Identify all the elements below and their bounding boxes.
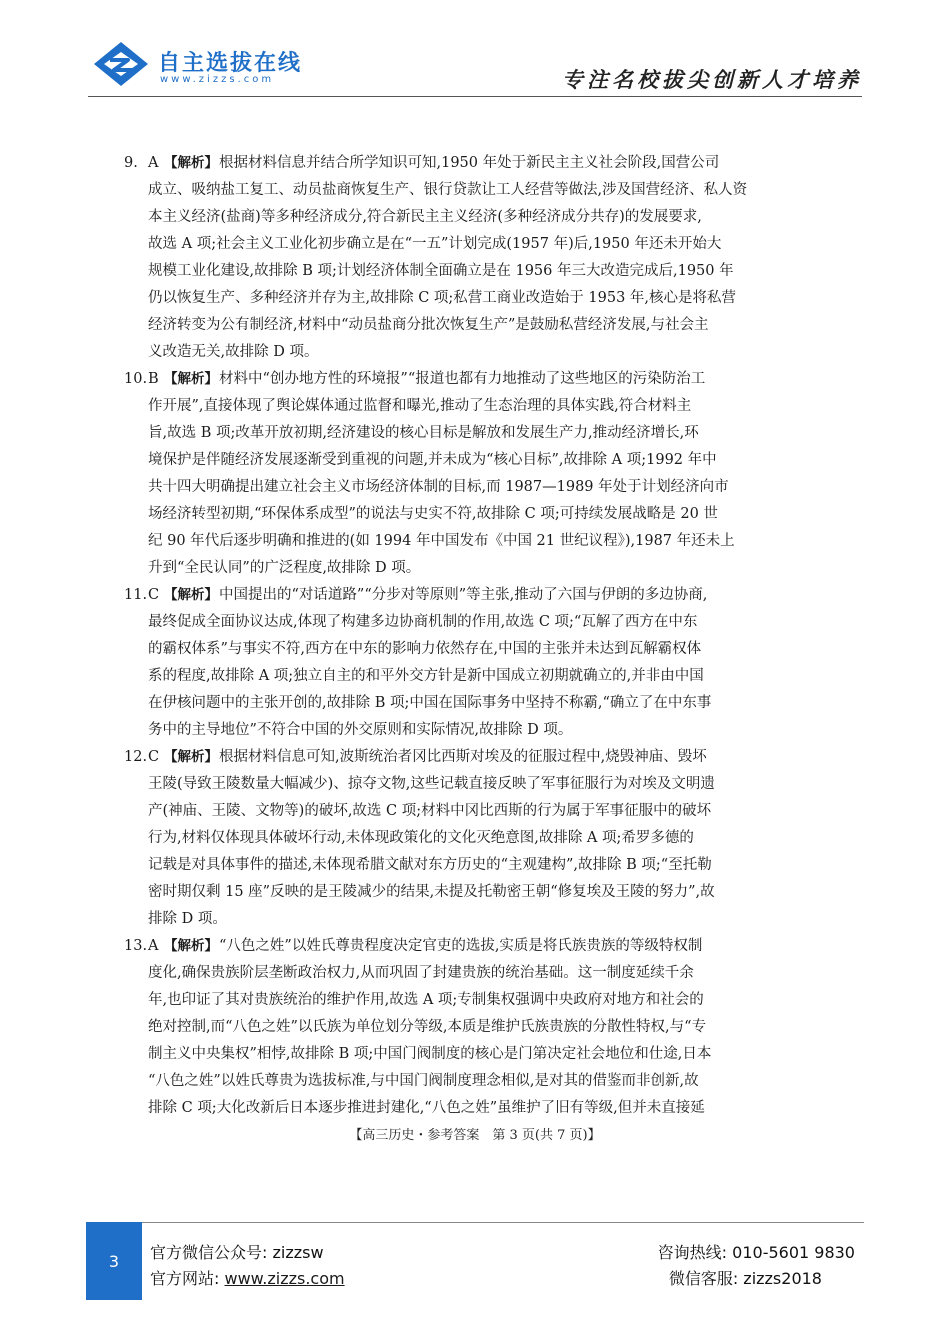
answer-line [124, 177, 779, 204]
answer-text: 境保护是伴随经济发展逐渐受到重视的问题,并未成为“核心目标”,故排除 A 项;1992 年中 [148, 452, 717, 468]
answer-text: 旨,故选 B 项;改革开放初期,经济建设的核心目标是解放和发展生产力,推动经济增长,环 [148, 425, 699, 441]
question-number: 11. [124, 587, 148, 603]
answer-text: 场经济转型初期,“环保体系成型”的说法与史实不符,故排除 C 项;可持续发展战略是 20 世 [148, 506, 718, 522]
answer-text: 义改造无关,故排除 D 项。 [148, 344, 319, 360]
answer-text: 制主义中央集权”相悖,故排除 B 项;中国门阀制度的核心是门第决定社会地位和仕途,日本 [148, 1046, 712, 1062]
page-number: 3 [86, 1222, 142, 1300]
answer-content [124, 150, 779, 1122]
answer-text: 共十四大明确提出建立社会主义市场经济体制的目标,而 1987—1989 年处于计划经济向市 [148, 479, 729, 495]
answer-item [124, 366, 779, 582]
answer-line [124, 555, 779, 582]
answer-text: 经济转变为公有制经济,材料中“动员盐商分批次恢复生产”是鼓励私营经济发展,与社会主 [148, 317, 709, 333]
answer-text: 年,也印证了其对贵族统治的维护作用,故选 A 项;专制集权强调中央政府对地方和社会的 [148, 992, 704, 1008]
answer-text: 在伊核问题中的主张开创的,故排除 B 项;中国在国际事务中坚持不称霸,“确立了在中东事 [148, 695, 712, 711]
answer-text: 度化,确保贵族阶层垄断政治权力,从而巩固了封建贵族的统治基础。这一制度延续千余 [148, 965, 694, 981]
answer-line [124, 609, 779, 636]
answer-line [124, 690, 779, 717]
answer-line [124, 1068, 779, 1095]
answer-text: 密时期仅剩 15 座”反映的是王陵减少的结果,未提及托勒密王朝“修复埃及王陵的努力”,故 [148, 884, 715, 900]
answer-line [124, 339, 779, 366]
answer-text: 最终促成全面协议达成,体现了构建多边协商机制的作用,故选 C 项;“瓦解了西方在中东 [148, 614, 698, 630]
answer-line [124, 906, 779, 933]
answer-line [124, 879, 779, 906]
answer-line [124, 798, 779, 825]
answer-choice: A [148, 938, 159, 954]
page-header [0, 0, 950, 100]
answer-line [124, 258, 779, 285]
answer-choice: A [148, 155, 159, 171]
answer-text: “八色之姓”以姓氏尊贵程度决定官吏的选拔,实质是将氏族贵族的等级特权制 [219, 938, 703, 954]
header-slogan: 专注名校拔尖创新人才培养 [562, 68, 862, 92]
analysis-tag: 【解析】 [164, 155, 218, 171]
answer-item [124, 150, 779, 366]
answer-text: 根据材料信息并结合所学知识可知,1950 年处于新民主主义社会阶段,国营公司 [219, 155, 720, 171]
answer-item [124, 933, 779, 1122]
answer-line [124, 960, 779, 987]
zizzs-logo-icon [92, 40, 150, 88]
answer-text: 的霸权体系”与事实不符,西方在中东的影响力依然存在,中国的主张并未达到瓦解霸权体 [148, 641, 702, 657]
website-line [150, 1266, 345, 1289]
answer-line [124, 1041, 779, 1068]
answer-choice: C [148, 749, 160, 765]
answer-text: 升到“全民认同”的广泛程度,故排除 D 项。 [148, 560, 421, 576]
answer-line [124, 150, 779, 177]
answer-text: “八色之姓”以姓氏尊贵为选拔标准,与中国门阀制度理念相似,是对其的借鉴而非创新,故 [148, 1073, 699, 1089]
answer-text: 本主义经济(盐商)等多种经济成分,符合新民主主义经济(多种经济成分共存)的发展要求, [148, 209, 702, 225]
answer-line [124, 663, 779, 690]
answer-line [124, 1095, 779, 1122]
answer-line [124, 717, 779, 744]
answer-text: 规模工业化建设,故排除 B 项;计划经济体制全面确立是在 1956 年三大改造完成后,1950 年 [148, 263, 734, 279]
wechat-account: 官方微信公众号: zizzsw [150, 1243, 324, 1262]
answer-text: 材料中“创办地方性的环境报”“报道也都有力地推动了这些地区的污染防治工 [219, 371, 706, 387]
answer-text: 作开展”,直接体现了舆论媒体通过监督和曝光,推动了生态治理的具体实践,符合材料主 [148, 398, 692, 414]
answer-text: 绝对控制,而“八色之姓”以氏族为单位划分等级,本质是维护氏族贵族的分散性特权,与“专 [148, 1019, 707, 1035]
answer-line [124, 987, 779, 1014]
header-divider [88, 96, 862, 97]
answer-text: 记载是对具体事件的描述,未体现希腊文献对东方历史的“主观建构”,故排除 B 项;“至托勒 [148, 857, 712, 873]
answer-line [124, 825, 779, 852]
answer-text: 排除 D 项。 [148, 911, 227, 927]
answer-text: 行为,材料仅体现具体破坏行动,未体现政策化的文化灭绝意图,故排除 A 项;希罗多德的 [148, 830, 694, 846]
answer-text: 中国提出的“对话道路”“分步对等原则”等主张,推动了六国与伊朗的多边协商, [219, 587, 708, 603]
question-number: 9. [124, 155, 138, 171]
hotline: 咨询热线: 010-5601 9830 [657, 1243, 855, 1262]
answer-choice: C [148, 587, 160, 603]
answer-line [124, 582, 779, 609]
wechat-service: 微信客服: zizzs2018 [668, 1269, 822, 1288]
answer-text: 仍以恢复生产、多种经济并存为主,故排除 C 项;私营工商业改造始于 1953 年,核心是将私营 [148, 290, 737, 306]
footer-divider [86, 1222, 864, 1223]
answer-line [124, 528, 779, 555]
analysis-tag: 【解析】 [164, 587, 218, 603]
answer-line [124, 474, 779, 501]
question-number: 10. [124, 371, 148, 387]
answer-text: 王陵(导致王陵数量大幅减少)、掠夺文物,这些记载直接反映了军事征服行为对埃及文明遗 [148, 776, 715, 792]
answer-text: 系的程度,故排除 A 项;独立自主的和平外交方针是新中国成立初期就确立的,并非由中国 [148, 668, 704, 684]
answer-text: 成立、吸纳盐工复工、动员盐商恢复生产、银行贷款让工人经营等做法,涉及国营经济、私人资 [148, 182, 748, 198]
analysis-tag: 【解析】 [164, 371, 218, 387]
answer-item [124, 744, 779, 933]
brand-url[interactable]: www.zizzs.com [160, 74, 275, 85]
answer-text: 务中的主导地位”不符合中国的外交原则和实际情况,故排除 D 项。 [148, 722, 573, 738]
answer-line [124, 771, 779, 798]
answer-line [124, 744, 779, 771]
answer-line [124, 636, 779, 663]
answer-line [124, 231, 779, 258]
question-number: 12. [124, 749, 148, 765]
answer-line [124, 852, 779, 879]
answer-item [124, 582, 779, 744]
website-link[interactable]: www.zizzs.com [224, 1269, 345, 1288]
answer-line [124, 393, 779, 420]
answer-text: 排除 C 项;大化改新后日本逐步推进封建化,“八色之姓”虽维护了旧有等级,但并未直接延 [148, 1100, 705, 1116]
answer-line [124, 420, 779, 447]
website-label: 官方网站: [150, 1269, 225, 1288]
page-label: 【高三历史・参考答案 第 3 页(共 7 页)】 [349, 1128, 601, 1143]
analysis-tag: 【解析】 [164, 749, 218, 765]
answer-text: 产(神庙、王陵、文物等)的破坏,故选 C 项;材料中冈比西斯的行为属于军事征服中的破坏 [148, 803, 712, 819]
answer-text: 故选 A 项;社会主义工业化初步确立是在“一五”计划完成(1957 年)后,1950 年还未开始大 [148, 236, 722, 252]
answer-line [124, 501, 779, 528]
question-number: 13. [124, 938, 148, 954]
analysis-tag: 【解析】 [164, 938, 218, 954]
answer-text: 纪 90 年代后逐步明确和推进的(如 1994 年中国发布《中国 21 世纪议程》),1987 年还未上 [148, 533, 735, 549]
answer-text: 根据材料信息可知,波斯统治者冈比西斯对埃及的征服过程中,烧毁神庙、毁坏 [219, 749, 707, 765]
answer-line [124, 933, 779, 960]
answer-line [124, 447, 779, 474]
answer-line [124, 1014, 779, 1041]
answer-line [124, 366, 779, 393]
answer-line [124, 285, 779, 312]
answer-line [124, 312, 779, 339]
answer-line [124, 204, 779, 231]
brand-name: 自主选拔在线 [158, 51, 303, 76]
answer-choice: B [148, 371, 159, 387]
